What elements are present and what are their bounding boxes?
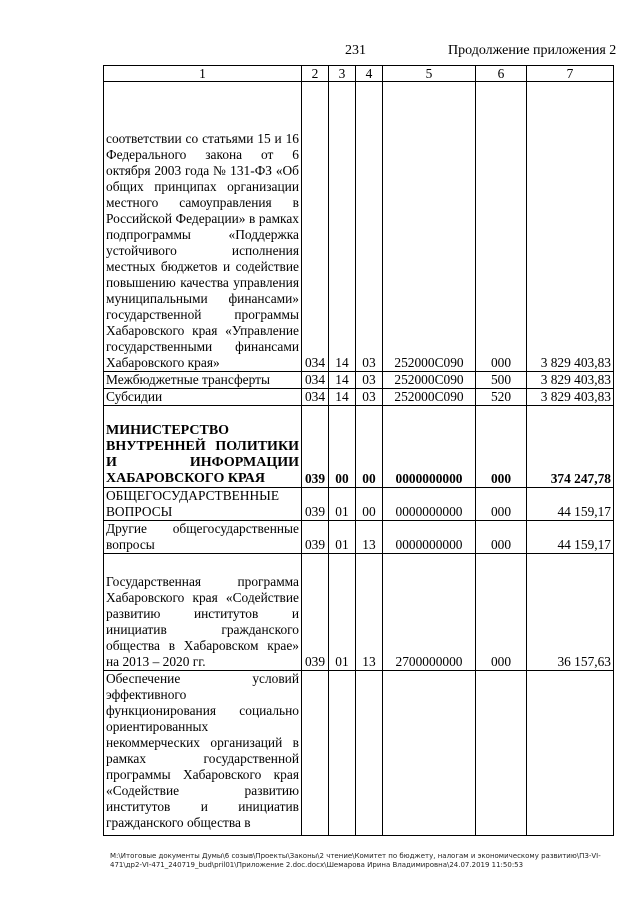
subsection-code: 13: [356, 554, 383, 671]
section-code: 01: [329, 488, 356, 521]
section-code: [329, 671, 356, 836]
col-header: 7: [527, 66, 614, 82]
ministry-code: [302, 671, 329, 836]
subsection-code: 03: [356, 389, 383, 406]
row-description: МИНИСТЕРСТВО ВНУТРЕННЕЙ ПОЛИТИКИ И ИНФОРМАЦИИ ХАБАРОВСКОГО КРАЯ: [104, 406, 302, 488]
row-description: ОБЩЕГОСУДАРСТВЕННЫЕ ВОПРОСЫ: [104, 488, 302, 521]
amount: 44 159,17: [527, 488, 614, 521]
col-header: 2: [302, 66, 329, 82]
appendix-title: Продолжение приложения 2: [448, 43, 617, 58]
row-description: Межбюджетные трансферты: [104, 372, 302, 389]
subsection-code: 00: [356, 488, 383, 521]
subsection-code: 03: [356, 372, 383, 389]
row-description: Другие общегосударственные вопросы: [104, 521, 302, 554]
ministry-code: 039: [302, 406, 329, 488]
header-row: [104, 66, 614, 82]
section-code: 01: [329, 521, 356, 554]
ministry-code: 039: [302, 554, 329, 671]
amount: 3 829 403,83: [527, 372, 614, 389]
section-code: 14: [329, 389, 356, 406]
subsection-code: 00: [356, 406, 383, 488]
ministry-code: 039: [302, 488, 329, 521]
target-article-code: 252000С090: [383, 82, 476, 372]
subsection-code: 13: [356, 521, 383, 554]
expense-type-code: 000: [476, 488, 527, 521]
table-row: [104, 554, 614, 671]
subsection-code: [356, 671, 383, 836]
amount: 374 247,78: [527, 406, 614, 488]
row-description: Обеспечение условий эффективного функционирования социально ориентированных некоммерческих организаций в рамках государственной программы Хабаровского края «Содействие развитию институтов и инициатив гражданского общества в: [104, 671, 302, 836]
ministry-code: 034: [302, 389, 329, 406]
target-article-code: [383, 671, 476, 836]
target-article-code: 0000000000: [383, 406, 476, 488]
table-row: [104, 521, 614, 554]
section-code: 00: [329, 406, 356, 488]
budget-table: [103, 65, 614, 836]
section-code: 14: [329, 82, 356, 372]
col-header: 1: [104, 66, 302, 82]
col-header: 6: [476, 66, 527, 82]
table-row: [104, 82, 614, 372]
col-header: 5: [383, 66, 476, 82]
target-article-code: 252000С090: [383, 389, 476, 406]
ministry-code: 039: [302, 521, 329, 554]
amount: 3 829 403,83: [527, 82, 614, 372]
expense-type-code: 500: [476, 372, 527, 389]
target-article-code: 252000С090: [383, 372, 476, 389]
expense-type-code: 000: [476, 406, 527, 488]
target-article-code: 0000000000: [383, 488, 476, 521]
amount: 3 829 403,83: [527, 389, 614, 406]
file-path-footer: M:\Итоговые документы Думы\6 созыв\Проекты\Законы\2 чтение\Комитет по бюджету, налогам и экономическому развитию\ПЗ-VI-471\др2-VI-471_240719_bud\pril01\Приложение 2.doc.docx\Шемарова Ирина Владимировна\24.07.2019 11:50:53: [110, 852, 601, 869]
row-description: Государственная программа Хабаровского края «Содействие развитию институтов и инициатив гражданского общества в Хабаровском крае» на 2013 – 2020 гг.: [104, 554, 302, 671]
expense-type-code: 000: [476, 521, 527, 554]
expense-type-code: 520: [476, 389, 527, 406]
table-row: [104, 488, 614, 521]
ministry-code: 034: [302, 82, 329, 372]
target-article-code: 2700000000: [383, 554, 476, 671]
col-header: 4: [356, 66, 383, 82]
amount: 44 159,17: [527, 521, 614, 554]
table-row: [104, 389, 614, 406]
subsection-code: 03: [356, 82, 383, 372]
table-row: [104, 406, 614, 488]
ministry-code: 034: [302, 372, 329, 389]
table-row: [104, 372, 614, 389]
section-code: 01: [329, 554, 356, 671]
col-header: 3: [329, 66, 356, 82]
row-description: Субсидии: [104, 389, 302, 406]
section-code: 14: [329, 372, 356, 389]
table-row: [104, 671, 614, 836]
target-article-code: 0000000000: [383, 521, 476, 554]
amount: 36 157,63: [527, 554, 614, 671]
expense-type-code: 000: [476, 82, 527, 372]
row-description: соответствии со статьями 15 и 16 Федерального закона от 6 октября 2003 года № 131-ФЗ «Об общих принципах организации местного самоуправления в Российской Федерации» в рамках подпрограммы «Поддержка устойчивого исполнения местных бюджетов и содействие повышению качества управления муниципальными финансами» государственной программы Хабаровского края «Управление государственными финансами Хабаровского края»: [104, 82, 302, 372]
page-number: 231: [345, 43, 366, 58]
expense-type-code: 000: [476, 554, 527, 671]
amount: [527, 671, 614, 836]
expense-type-code: [476, 671, 527, 836]
